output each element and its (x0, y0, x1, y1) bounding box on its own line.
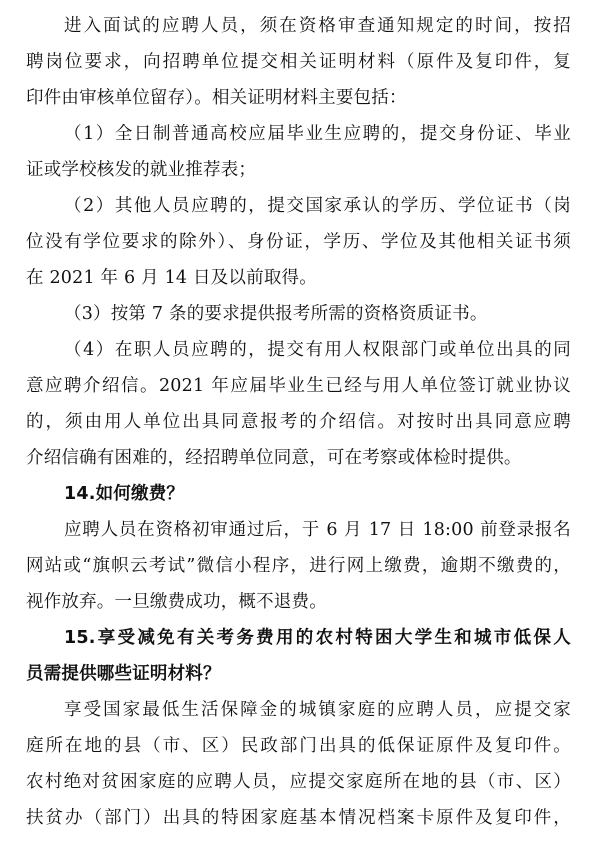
text-line: 应聘人员在资格初审通过后，于 6 月 17 日 18:00 前登录报名 (64, 520, 571, 540)
text-line: 位没有学位要求的除外）、身份证，学历、学位及其他相关证书须 (26, 232, 571, 252)
text-line: 意应聘介绍信。2021 年应届毕业生已经与用人单位签订就业协议 (26, 376, 571, 396)
text-line: 农村绝对贫困家庭的应聘人员，应提交家庭所在地的县（市、区） (26, 772, 571, 792)
text-line: 庭所在地的县（市、区）民政部门出具的低保证原件及复印件。 (26, 736, 571, 756)
text-line: （2）其他人员应聘的，提交国家承认的学历、学位证书（岗 (64, 196, 571, 216)
text-line: 在 2021 年 6 月 14 日及以前取得。 (26, 268, 317, 288)
section-heading: 员需提供哪些证明材料？ (26, 664, 221, 684)
text-line: 扶贫办（部门）出具的特困家庭基本情况档案卡原件及复印件， (26, 808, 571, 828)
text-line: （4）在职人员应聘的，提交有用人权限部门或单位出具的同 (64, 340, 571, 360)
text-line: 证或学校核发的就业推荐表； (26, 160, 257, 180)
text-line: （3）按第 7 条的要求提供报考所需的资格资质证书。 (64, 304, 488, 324)
text-line: （1）全日制普通高校应届毕业生应聘的，提交身份证、毕业 (64, 124, 571, 144)
text-line: 聘岗位要求，向招聘单位提交相关证明材料（原件及复印件，复 (26, 52, 571, 72)
section-heading: 14.如何缴费？ (64, 484, 185, 504)
text-line: 介绍信确有困难的，经招聘单位同意，可在考察或体检时提供。 (26, 448, 522, 468)
text-line: 进入面试的应聘人员，须在资格审查通知规定的时间，按招 (64, 16, 571, 36)
section-heading: 15.享受减免有关考务费用的农村特困大学生和城市低保人 (64, 628, 571, 648)
text-line: 印件由审核单位留存）。相关证明材料主要包括： (26, 88, 407, 108)
text-line: 网站或“旗帜云考试”微信小程序，进行网上缴费，逾期不缴费的， (26, 556, 571, 576)
text-line: 的，须由用人单位出具同意报考的介绍信。对按时出具同意应聘 (26, 412, 571, 432)
text-line: 享受国家最低生活保障金的城镇家庭的应聘人员，应提交家 (64, 700, 571, 720)
text-line: 视作放弃。一旦缴费成功，概不退费。 (26, 592, 327, 612)
